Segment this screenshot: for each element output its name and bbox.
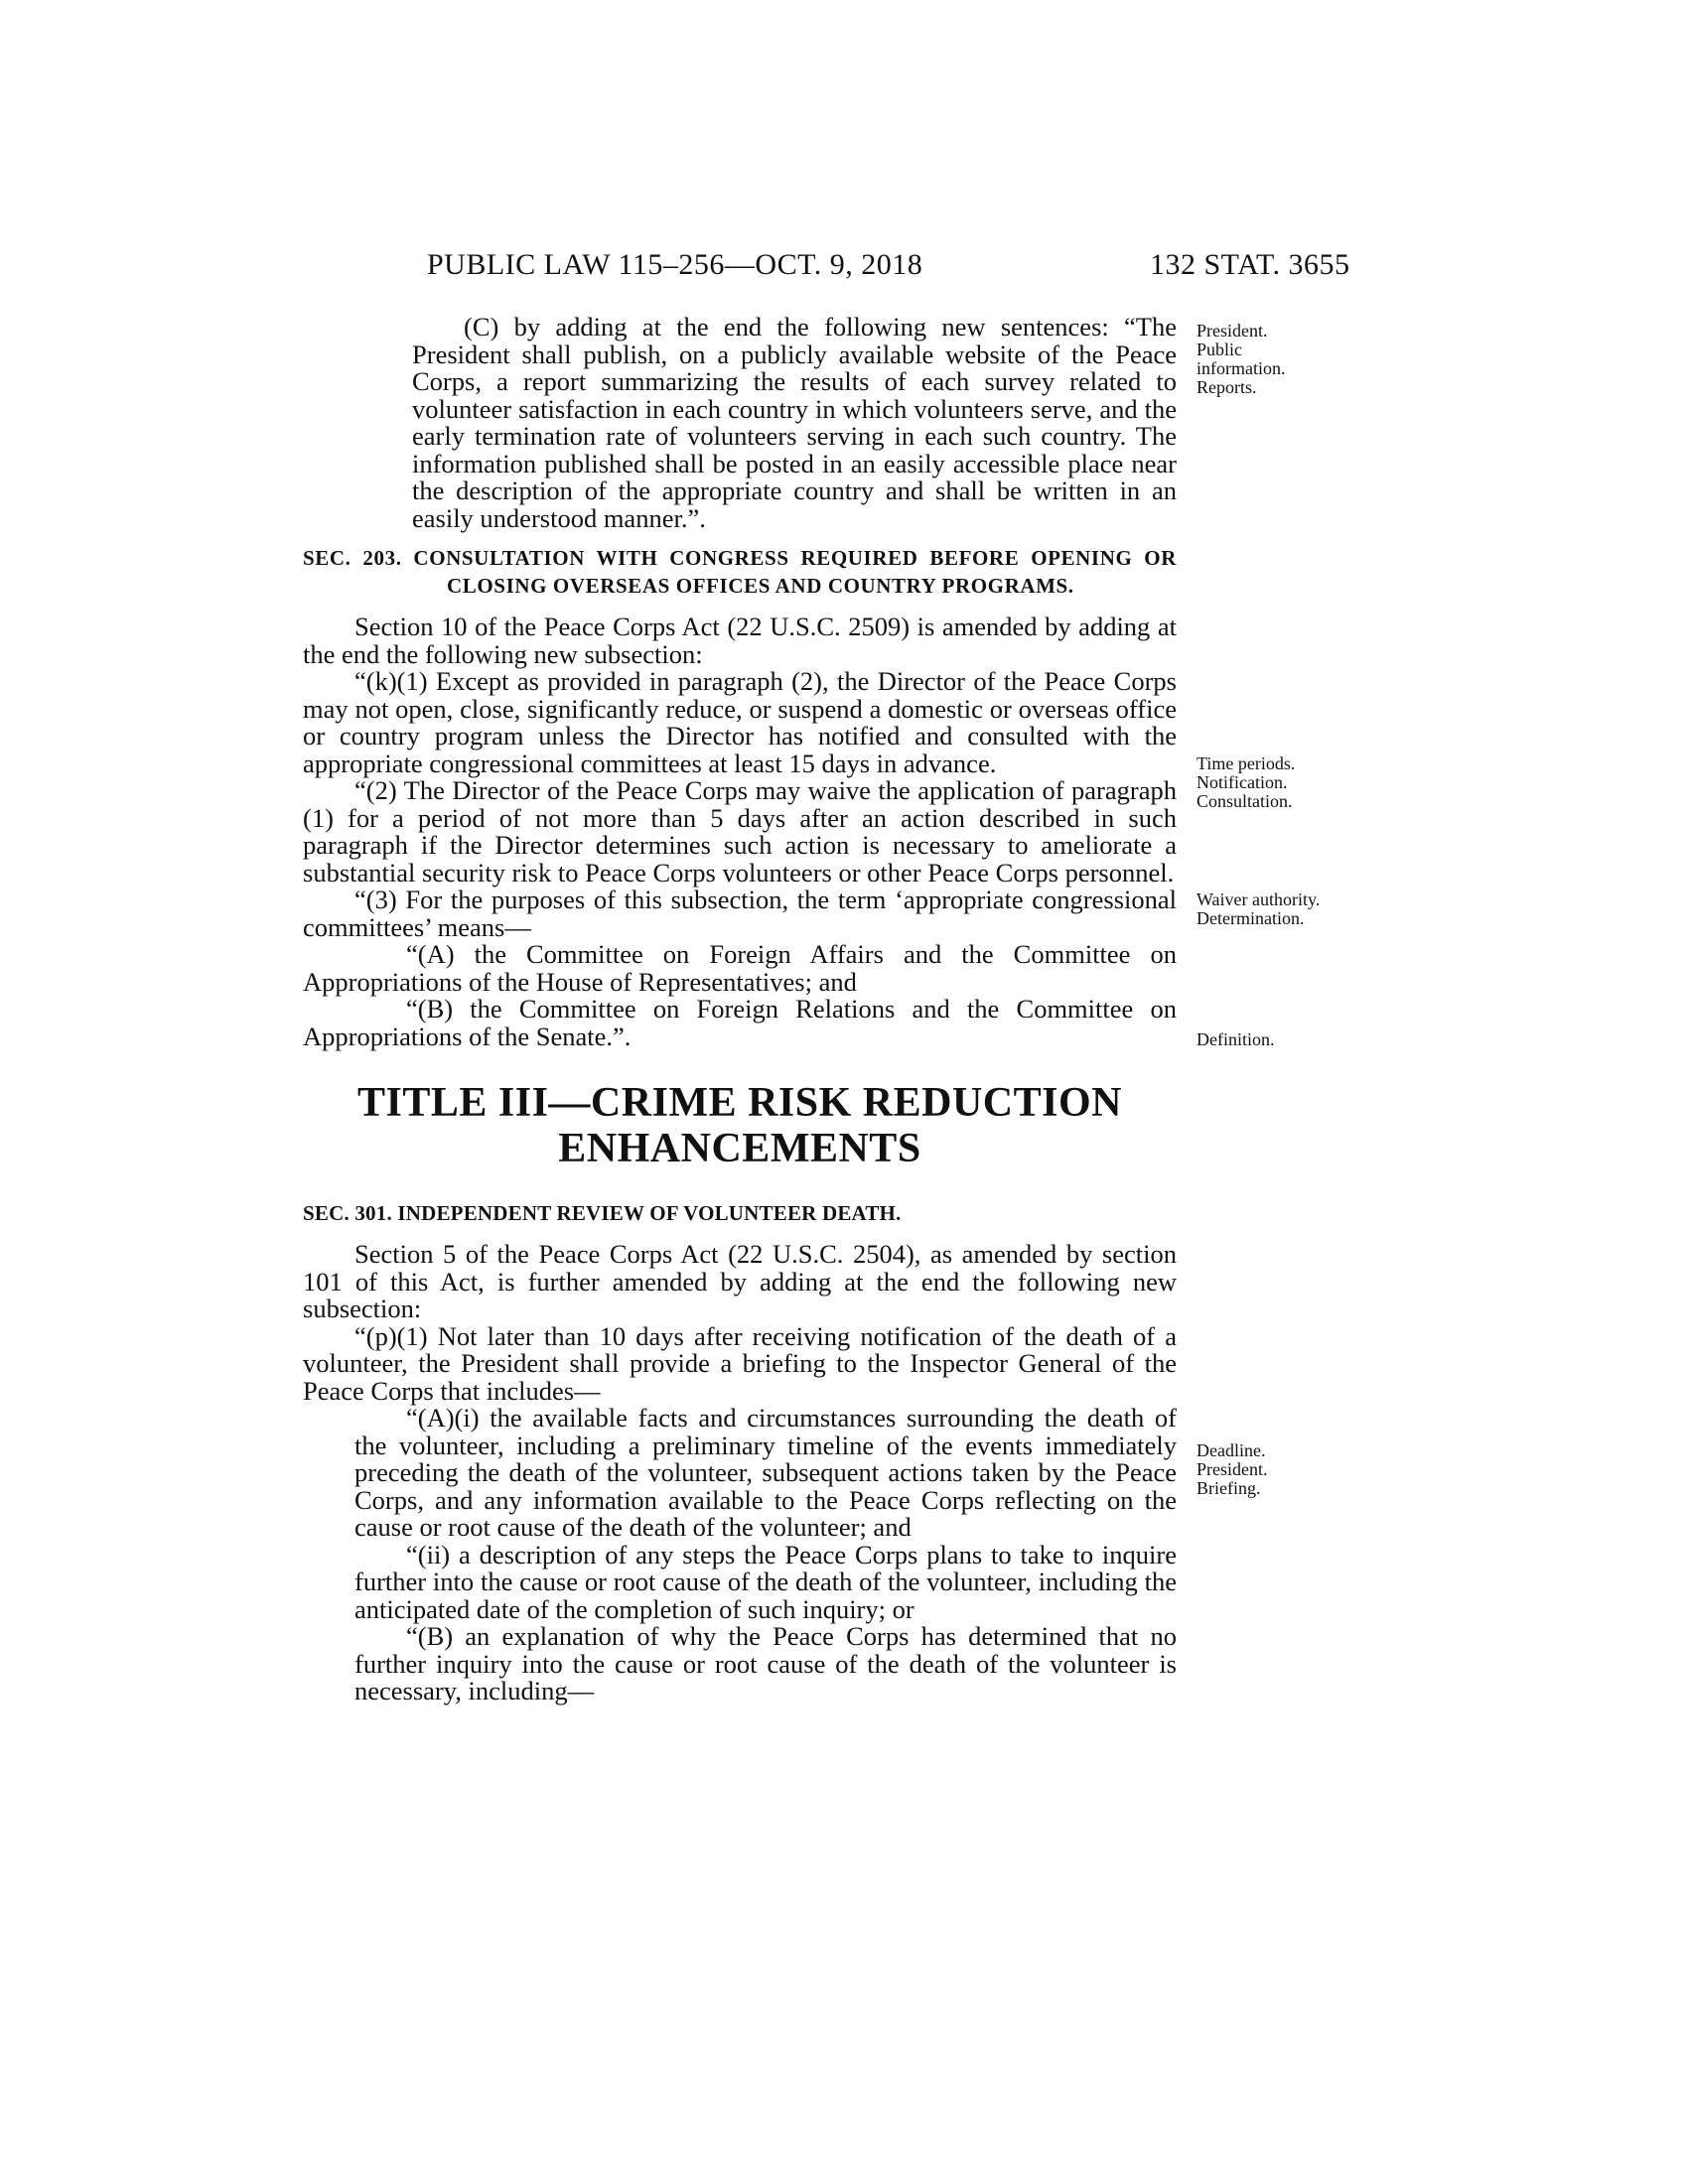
- margin-note-line: Time periods.: [1196, 753, 1296, 773]
- margin-note-4: [1196, 1030, 1395, 1049]
- margin-note-5: [1196, 1441, 1395, 1498]
- paragraph-kB: “(B) the Committee on Foreign Relations and the Committee on Appropriations of the Senate.”.: [303, 994, 1177, 1051]
- paragraph-kA: “(A) the Committee on Foreign Affairs and the Committee on Appropriations of the House of Representatives; and: [303, 939, 1177, 997]
- paragraph-pAi: “(A)(i) the available facts and circumstances surrounding the death of the volunteer, including a preliminary timeline of the events immediately preceding the death of the volunteer, subsequent actions taken by the Peace Corps, and any information available to the Peace Corps reflecting on the cause or root cause of the death of the volunteer; and: [354, 1403, 1177, 1542]
- margin-note-1: [1196, 322, 1395, 397]
- margin-note-line: Briefing.: [1196, 1478, 1261, 1498]
- margin-note-line: Consultation.: [1196, 791, 1293, 811]
- section-203-heading: SEC. 203. CONSULTATION WITH CONGRESS REQUIRED BEFORE OPENING OR CLOSING OVERSEAS OFFICES AND COUNTRY PROGRAMS.: [303, 546, 1177, 598]
- margin-note-line: President.: [1196, 321, 1268, 341]
- margin-note-line: President.: [1196, 1459, 1268, 1479]
- margin-note-2: [1196, 754, 1395, 811]
- paragraph-k2: “(2) The Director of the Peace Corps may waive the application of paragraph (1) for a period of not more than 5 days after an action described in such paragraph if the Director determines such action is necessary to ameliorate a substantial security risk to Peace Corps volunteers or other Peace Corps personnel.: [303, 775, 1177, 887]
- margin-note-line: Definition.: [1196, 1029, 1275, 1049]
- paragraph-section-10: Section 10 of the Peace Corps Act (22 U.S.C. 2509) is amended by adding at the end the following new subsection:: [303, 612, 1177, 669]
- paragraph-p1: “(p)(1) Not later than 10 days after receiving notification of the death of a volunteer, the President shall provide a briefing to the Inspector General of the Peace Corps that includes—: [303, 1320, 1177, 1406]
- running-title: PUBLIC LAW 115–256—OCT. 9, 2018: [427, 248, 923, 281]
- margin-note-line: Notification.: [1196, 772, 1288, 792]
- paragraph-k1: “(k)(1) Except as provided in paragraph (2), the Director of the Peace Corps may not open, close, significantly reduce, or suspend a domestic or overseas office or country program unless the Director has notified and consulted with the appropriate congressional committees at least 15 days in advance.: [303, 666, 1177, 778]
- margin-note-line: Waiver authority.: [1196, 889, 1321, 909]
- paragraph-pB: “(B) an explanation of why the Peace Corps has determined that no further inquiry into the cause or root cause of the death of the volunteer is necessary, including—: [354, 1621, 1177, 1706]
- title-iii-heading: TITLE III—CRIME RISK REDUCTION ENHANCEMENTS: [357, 1080, 1122, 1171]
- paragraph-pAii: “(ii) a description of any steps the Peace Corps plans to take to inquire further into the cause or root cause of the death of the volunteer, including the anticipated date of the completion of such inquiry; or: [354, 1539, 1177, 1624]
- margin-note-line: information.: [1196, 358, 1286, 378]
- section-301-heading: SEC. 301. INDEPENDENT REVIEW OF VOLUNTEER DEATH.: [303, 1201, 902, 1225]
- margin-note-line: Public: [1196, 340, 1243, 359]
- paragraph-c: (C) by adding at the end the following new sentences: “The President shall publish, on a publicly available website of the Peace Corps, a report summarizing the results of each survey related to volunteer satisfaction in each country in which volunteers serve, and the early termination rate of volunteers serving in each such country. The information published shall be posted in an easily accessible place near the description of the appropriate country and shall be written in an easily understood manner.”.: [412, 312, 1177, 533]
- page-header: [0, 248, 1688, 288]
- statute-page-number: 132 STAT. 3655: [1150, 248, 1350, 281]
- paragraph-k3: “(3) For the purposes of this subsection, the term ‘appropriate congressional committees’ means—: [303, 885, 1177, 942]
- main-text: [303, 314, 1177, 1706]
- margin-note-3: [1196, 890, 1395, 928]
- paragraph-section-5: Section 5 of the Peace Corps Act (22 U.S.C. 2504), as amended by section 101 of this Act, is further amended by adding at the end the following new subsection:: [303, 1239, 1177, 1323]
- margin-note-line: Deadline.: [1196, 1440, 1266, 1460]
- margin-note-line: Reports.: [1196, 377, 1257, 397]
- margin-note-line: Determination.: [1196, 908, 1305, 928]
